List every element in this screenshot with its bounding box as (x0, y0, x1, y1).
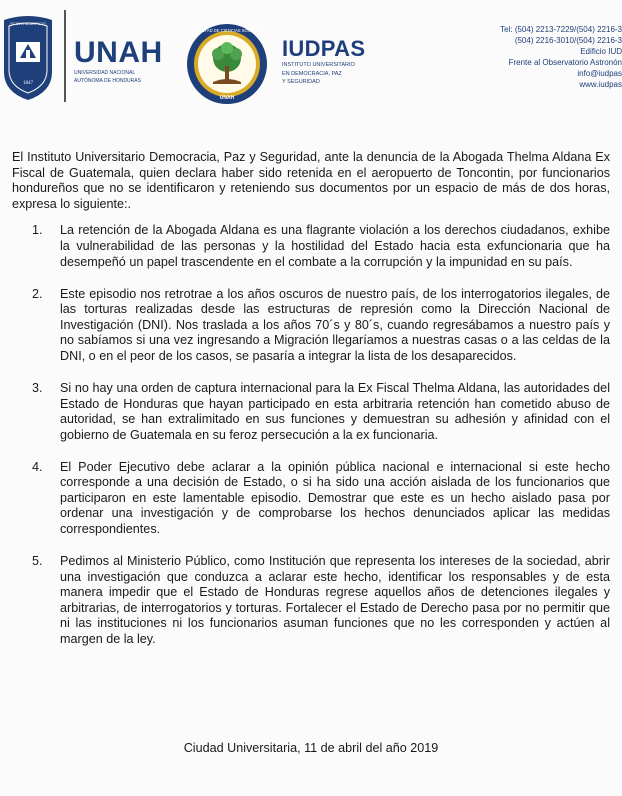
header-divider (64, 10, 66, 102)
document-body (12, 150, 610, 664)
item-number: 5. (32, 554, 43, 569)
seal-top-text: SCIENTIA ARPICIO (10, 21, 46, 26)
unah-name: UNAH (74, 36, 163, 69)
item-number: 2. (32, 286, 43, 301)
list-item (12, 554, 610, 648)
intro-paragraph: El Instituto Universitario Democracia, Paz y Seguridad, ante la denuncia de la Abogada Thelma Aldana Ex Fiscal de Guatemala, quien declara haber sido retenida en el aeropuerto de Toncontin, por funcionarios hondureños que no se identificaron y reteniendo sus documentos por un espacio de más de dos horas, expresa lo siguiente:. (12, 150, 610, 211)
letterhead (0, 0, 622, 110)
contact-building: Edificio IUD (580, 47, 622, 56)
unah-subtitle-2: AUTÓNOMA DE HONDURAS (74, 78, 141, 84)
item-number: 3. (32, 380, 43, 395)
contact-phone-2: (504) 2216-3010/(504) 2216-3 (514, 36, 622, 45)
statement-list (12, 223, 610, 647)
item-text: Pedimos al Ministerio Público, como Institución que representa los intereses de la sociedad, abrir una investigación que conduzca a aclarar este hecho, identificar los responsables y de esta manera impedir que el Estado de Honduras regrese aquellos años de detenciones ilegales y arbitrarias, de interrogatorios y torturas. Fortalecer el Estado de Derecho pasa por no permitir que ni las instituciones ni los funcionarios asuman funciones que no les corresponden y actúen al margen de la ley. (60, 554, 610, 646)
item-text: El Poder Ejecutivo debe aclarar a la opinión pública nacional e internacional si este hecho corresponde a una decisión de Estado, o si ha sido una acción aislada de los funcionarios que participaron en este lamentable episodio. Demostrar que este es un hecho aislado pasa por ordenar una investigación y de comprobarse los hechos denunciados aplicar las medidas correspondientes. (60, 459, 610, 537)
iudpas-subtitle-3: Y SEGURIDAD (282, 79, 320, 85)
emblem-ring-text: FACULTAD DE CIENCIAS SOCIALES (191, 28, 263, 33)
item-number: 4. (32, 459, 43, 474)
list-item (12, 287, 610, 365)
iudpas-name: IUDPAS (282, 36, 366, 61)
item-text: Este episodio nos retrotrae a los años oscuros de nuestro país, de los interrogatorios ilegales, de las torturas realizadas desde las estructuras de represión como la Dirección Nacional de Investigación (DNI). Nos traslada a los años 70´s y 80´s, cuando regresábamos a nuestro país y no sabíamos si una vez ingresando a Migración llegaríamos a nuestras casas o a las celdas de la DNI, o en el peor de los casos, se pasaría a integrar la lista de los desaparecidos. (60, 286, 610, 363)
item-number: 1. (32, 223, 43, 238)
seal-year: 1847 (23, 81, 33, 86)
contact-phone-1: Tel: (504) 2213-7229/(504) 2216-3 (500, 25, 622, 34)
contact-email: info@iudpas (577, 69, 622, 78)
unah-subtitle-1: UNIVERSIDAD NACIONAL (74, 70, 136, 76)
contact-location: Frente al Observatorio Astronón (508, 58, 622, 67)
iudpas-emblem-icon (185, 22, 269, 106)
item-text: Si no hay una orden de captura internacional para la Ex Fiscal Thelma Aldana, las autoridades del Estado de Honduras que hayan participado en esta arbitraria retención han cometido abuso de autoridad, se han extralimitado en sus funciones y demuestran su adhesión y afinidad con el gobierno de Guatemala en su feroz persecución a la ex funcionaria. (60, 380, 610, 442)
iudpas-subtitle-2: EN DEMOCRACIA, PAZ (282, 70, 342, 77)
item-text: La retención de la Abogada Aldana es una flagrante violación a los derechos ciudadanos, exhibe la vulnerabilidad de las personas y la hostilidad del Estado hacia esta exfuncionaria que ha desempeñó un papel trascendente en el combate a la corrupción y la impunidad en su país. (60, 223, 610, 269)
list-item (12, 381, 610, 443)
contact-info (422, 24, 622, 90)
iudpas-subtitle-1: INSTITUTO UNIVERSITARIO (282, 62, 355, 68)
list-item (12, 460, 610, 538)
unah-seal-icon (0, 12, 56, 102)
closing-date-line: Ciudad Universitaria, 11 de abril del año 2019 (183, 741, 439, 755)
iudpas-logo-text (282, 38, 392, 86)
unah-logo-text (74, 38, 174, 84)
list-item (12, 223, 610, 270)
emblem-bottom-text: UNAH (219, 95, 235, 101)
contact-website: www.iudpas (579, 80, 622, 89)
